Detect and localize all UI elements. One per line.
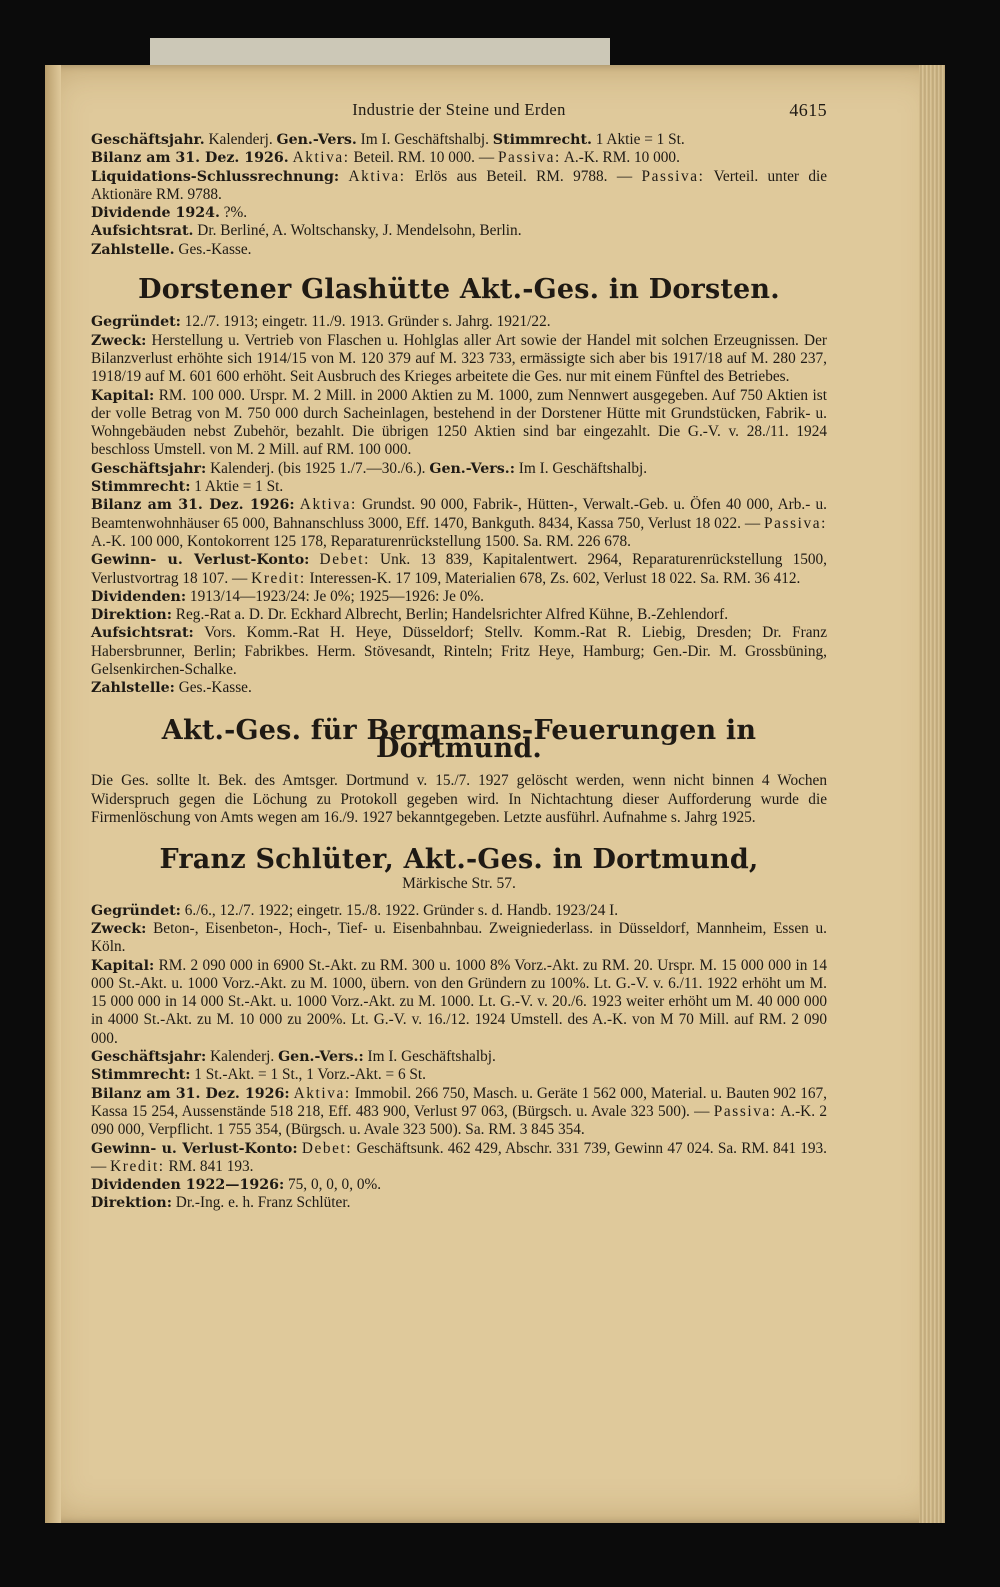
dividend-line: Dividenden 1922—1926: 75, 0, 0, 0, 0%. xyxy=(91,1176,382,1194)
entry-title-dorstener: Dorstener Glashütte Akt.-Ges. in Dorsten. xyxy=(138,274,780,306)
voting-right-line: Stimmrecht: 1 Aktie = 1 St. xyxy=(91,478,284,496)
dividend-line: Dividenden: 1913/14—1923/24: Je 0%; 1925—1926: Je 0%. xyxy=(91,587,484,605)
purpose-paragraph: Zweck: Herstellung u. Vertrieb von Flaschen u. Hohlglas aller Art sowie der Handel mit solchen Erzeugnissen. Der Bilanzverlust erhöhte sich 1914/15 von M. 120 379 auf M. 323 733, ermässigte sich aber bis 1917/18 auf M. 280 237, 1918/19 auf M. 601 600 erhöht. Seit Ausbruch des Krieges arbeitete die Ges. nur mit einem Fünftel des Betriebes. xyxy=(91,331,827,386)
page-edge-stack xyxy=(919,65,945,1523)
fiscal-year-line: Geschäftsjahr: Kalenderj. Gen.-Vers.: Im I. Geschäftshalbj. xyxy=(91,1048,496,1066)
entry-title-schlueter: Franz Schlüter, Akt.-Ges. in Dortmund, xyxy=(159,844,759,876)
deletion-notice: Die Ges. sollte lt. Bek. des Amtsger. Dortmund v. 15./7. 1927 gelöscht werden, wenn nicht binnen 4 Wochen Widerspruch gegen die Löchung zu Protokoll gegeben wird. In Nichtachtung dieser Aufforderung wurde die Firmenlöschung von Amts wegen am 16./9. 1927 bekanntgegeben. Letzte ausführl. Aufnahme s. Jahrg 1925. xyxy=(91,772,827,826)
meeting-line: Geschäftsjahr. Kalenderj. Gen.-Vers. Im I. Geschäftshalbj. Stimmrecht. 1 Aktie = 1 St. xyxy=(91,131,685,148)
capital-paragraph: Kapital: RM. 100 000. Urspr. M. 2 Mill. in 2000 Aktien zu M. 1000, zum Nennwert ausgegeben. Auf 750 Aktien ist der volle Betrag von M. 750 000 durch Sacheinlagen, bestehend in der Dorstener Hütte mit Grundstücken, Fabrik- u. Wohngebäuden nebst Zubehör, bezahlt. Die übrigen 1250 Aktien sind bar eingezahlt. Die G.-V. v. 28./11. 1924 beschloss Umstell. von M. 2 Mill. auf RM. 100 000. xyxy=(91,386,827,459)
running-header xyxy=(91,101,827,131)
book-page xyxy=(45,65,945,1523)
entry-bergmans xyxy=(91,772,827,827)
supervisory-board: Aufsichtsrat. Dr. Berliné, A. Woltschansky, J. Mendelsohn, Berlin. xyxy=(91,222,522,240)
profit-loss-account: Gewinn- u. Verlust-Konto: Debet: Geschäftsunk. 462 429, Abschr. 331 739, Gewinn 47 024. Sa. RM. 841 193. — Kredit: RM. 841 193. xyxy=(91,1139,827,1175)
entry-continued xyxy=(91,131,827,259)
paying-agent: Zahlstelle: Ges.-Kasse. xyxy=(91,679,252,697)
page-fold-shadow xyxy=(45,65,61,1523)
balance-sheet: Bilanz am 31. Dez. 1926. Aktiva: Beteil. RM. 10 000. — Passiva: A.-K. RM. 10 000. xyxy=(91,149,680,167)
voting-right-line: Stimmrecht: 1 St.-Akt. = 1 St., 1 Vorz.-Akt. = 6 St. xyxy=(91,1066,427,1084)
capital-paragraph: Kapital: RM. 2 090 000 in 6900 St.-Akt. zu RM. 300 u. 1000 8% Vorz.-Akt. zu RM. 20. Urspr. M. 15 000 000 in 14 000 St.-Akt. u. 1000 Vorz.-Akt. zu M. 1000, übern. von den Gründern zu 100%. Lt. G.-V. v. 6./11. 1922 erhöht um M. 15 000 000 in 14 000 St.-Akt. u. 1000 Vorz.-Akt. zu M. 1000. Lt. G.-V. v. 20./6. 1923 weiter erhöht um M. 40 000 000 in 4000 St.-Akt. zu M. 10 000 zu 200%. Lt. G.-V. v. 16./12. 1924 Umstell. des A.-K. von M 70 Mill. auf RM. 2 090 000. xyxy=(91,956,827,1047)
founded-line: Gegründet: 6./6., 12./7. 1922; eingetr. 15./8. 1922. Gründer s. d. Handb. 1923/24 I. xyxy=(91,901,619,919)
profit-loss-account: Gewinn- u. Verlust-Konto: Debet: Unk. 13 839, Kapitalentwert. 2964, Reparaturenrückstellung 1500, Verlustvortrag 18 107. — Kredit: Interessen-K. 17 109, Materialien 678, Zs. 602, Verlust 18 022. Sa. RM. 36 412. xyxy=(91,551,827,587)
supervisory-board: Aufsichtsrat: Vors. Komm.-Rat H. Heye, Düsseldorf; Stellv. Komm.-Rat R. Liebig, Dresden; Dr. Franz Habersbrunner, Berlin; Fabrikbes. Herm. Stövesandt, Rinteln; Fritz Heye, Hamburg; Gen.-Dir. M. Grossbüning, Gelsenkirchen-Schalke. xyxy=(91,624,827,679)
entry-schlueter xyxy=(91,902,827,1213)
dividend-line: Dividende 1924. ?%. xyxy=(91,204,248,222)
paying-agent: Zahlstelle. Ges.-Kasse. xyxy=(91,240,252,258)
fiscal-year-line: Geschäftsjahr: Kalenderj. (bis 1925 1./7.—30./6.). Gen.-Vers.: Im I. Geschäftshalbj. xyxy=(91,459,648,477)
management-line: Direktion: Reg.-Rat a. D. Dr. Eckhard Albrecht, Berlin; Handelsrichter Alfred Kühne, B.-Zehlendorf. xyxy=(91,606,729,624)
page-content xyxy=(91,101,827,1213)
page-number: 4615 xyxy=(789,100,827,120)
entry-dorstener xyxy=(91,313,827,697)
entry-title-bergmans: Akt.-Ges. für Bergmans-Feuerungen in Dortmund. xyxy=(161,714,757,764)
management-line: Direktion: Dr.-Ing. e. h. Franz Schlüter. xyxy=(91,1194,351,1212)
purpose-paragraph: Zweck: Beton-, Eisenbeton-, Hoch-, Tief- u. Eisenbahnbau. Zweigniederlass. in Düsseldorf, Mannheim, Essen u. Köln. xyxy=(91,919,827,956)
entry-address: Märkische Str. 57. xyxy=(402,875,516,893)
balance-sheet: Bilanz am 31. Dez. 1926: Aktiva: Immobil. 266 750, Masch. u. Geräte 1 562 000, Material. u. Bauten 902 167, Kassa 15 254, Aussenstände 518 218, Eff. 483 900, Verlust 97 063, (Bürgsch. u. Avale 323 500). — Passiva: A.-K. 2 090 000, Verpflicht. 1 755 354, (Bürgsch. u. Avale 323 500). Sa. RM. 3 845 354. xyxy=(91,1084,828,1139)
running-title: Industrie der Steine und Erden xyxy=(352,100,566,119)
balance-sheet: Bilanz am 31. Dez. 1926: Aktiva: Grundst. 90 000, Fabrik-, Hütten-, Verwalt.-Geb. u. Öfen 40 000, Arb.- u. Beamtenwohnhäuser 65 000, Bahnanschluss 3000, Eff. 1470, Bankguth. 8434, Kassa 750, Verlust 18 022. — Passiva: A.-K. 100 000, Kontokorrent 125 178, Reparaturenrückstellung 1500. Sa. RM. 226 678. xyxy=(91,496,827,550)
founded-line: Gegründet: 12./7. 1913; eingetr. 11./9. 1913. Gründer s. Jahrg. 1921/22. xyxy=(91,313,551,331)
liquidation-statement: Liquidations-Schlussrechnung: Aktiva: Erlös aus Beteil. RM. 9788. — Passiva: Verteil. unter die Aktionäre RM. 9788. xyxy=(91,167,828,203)
